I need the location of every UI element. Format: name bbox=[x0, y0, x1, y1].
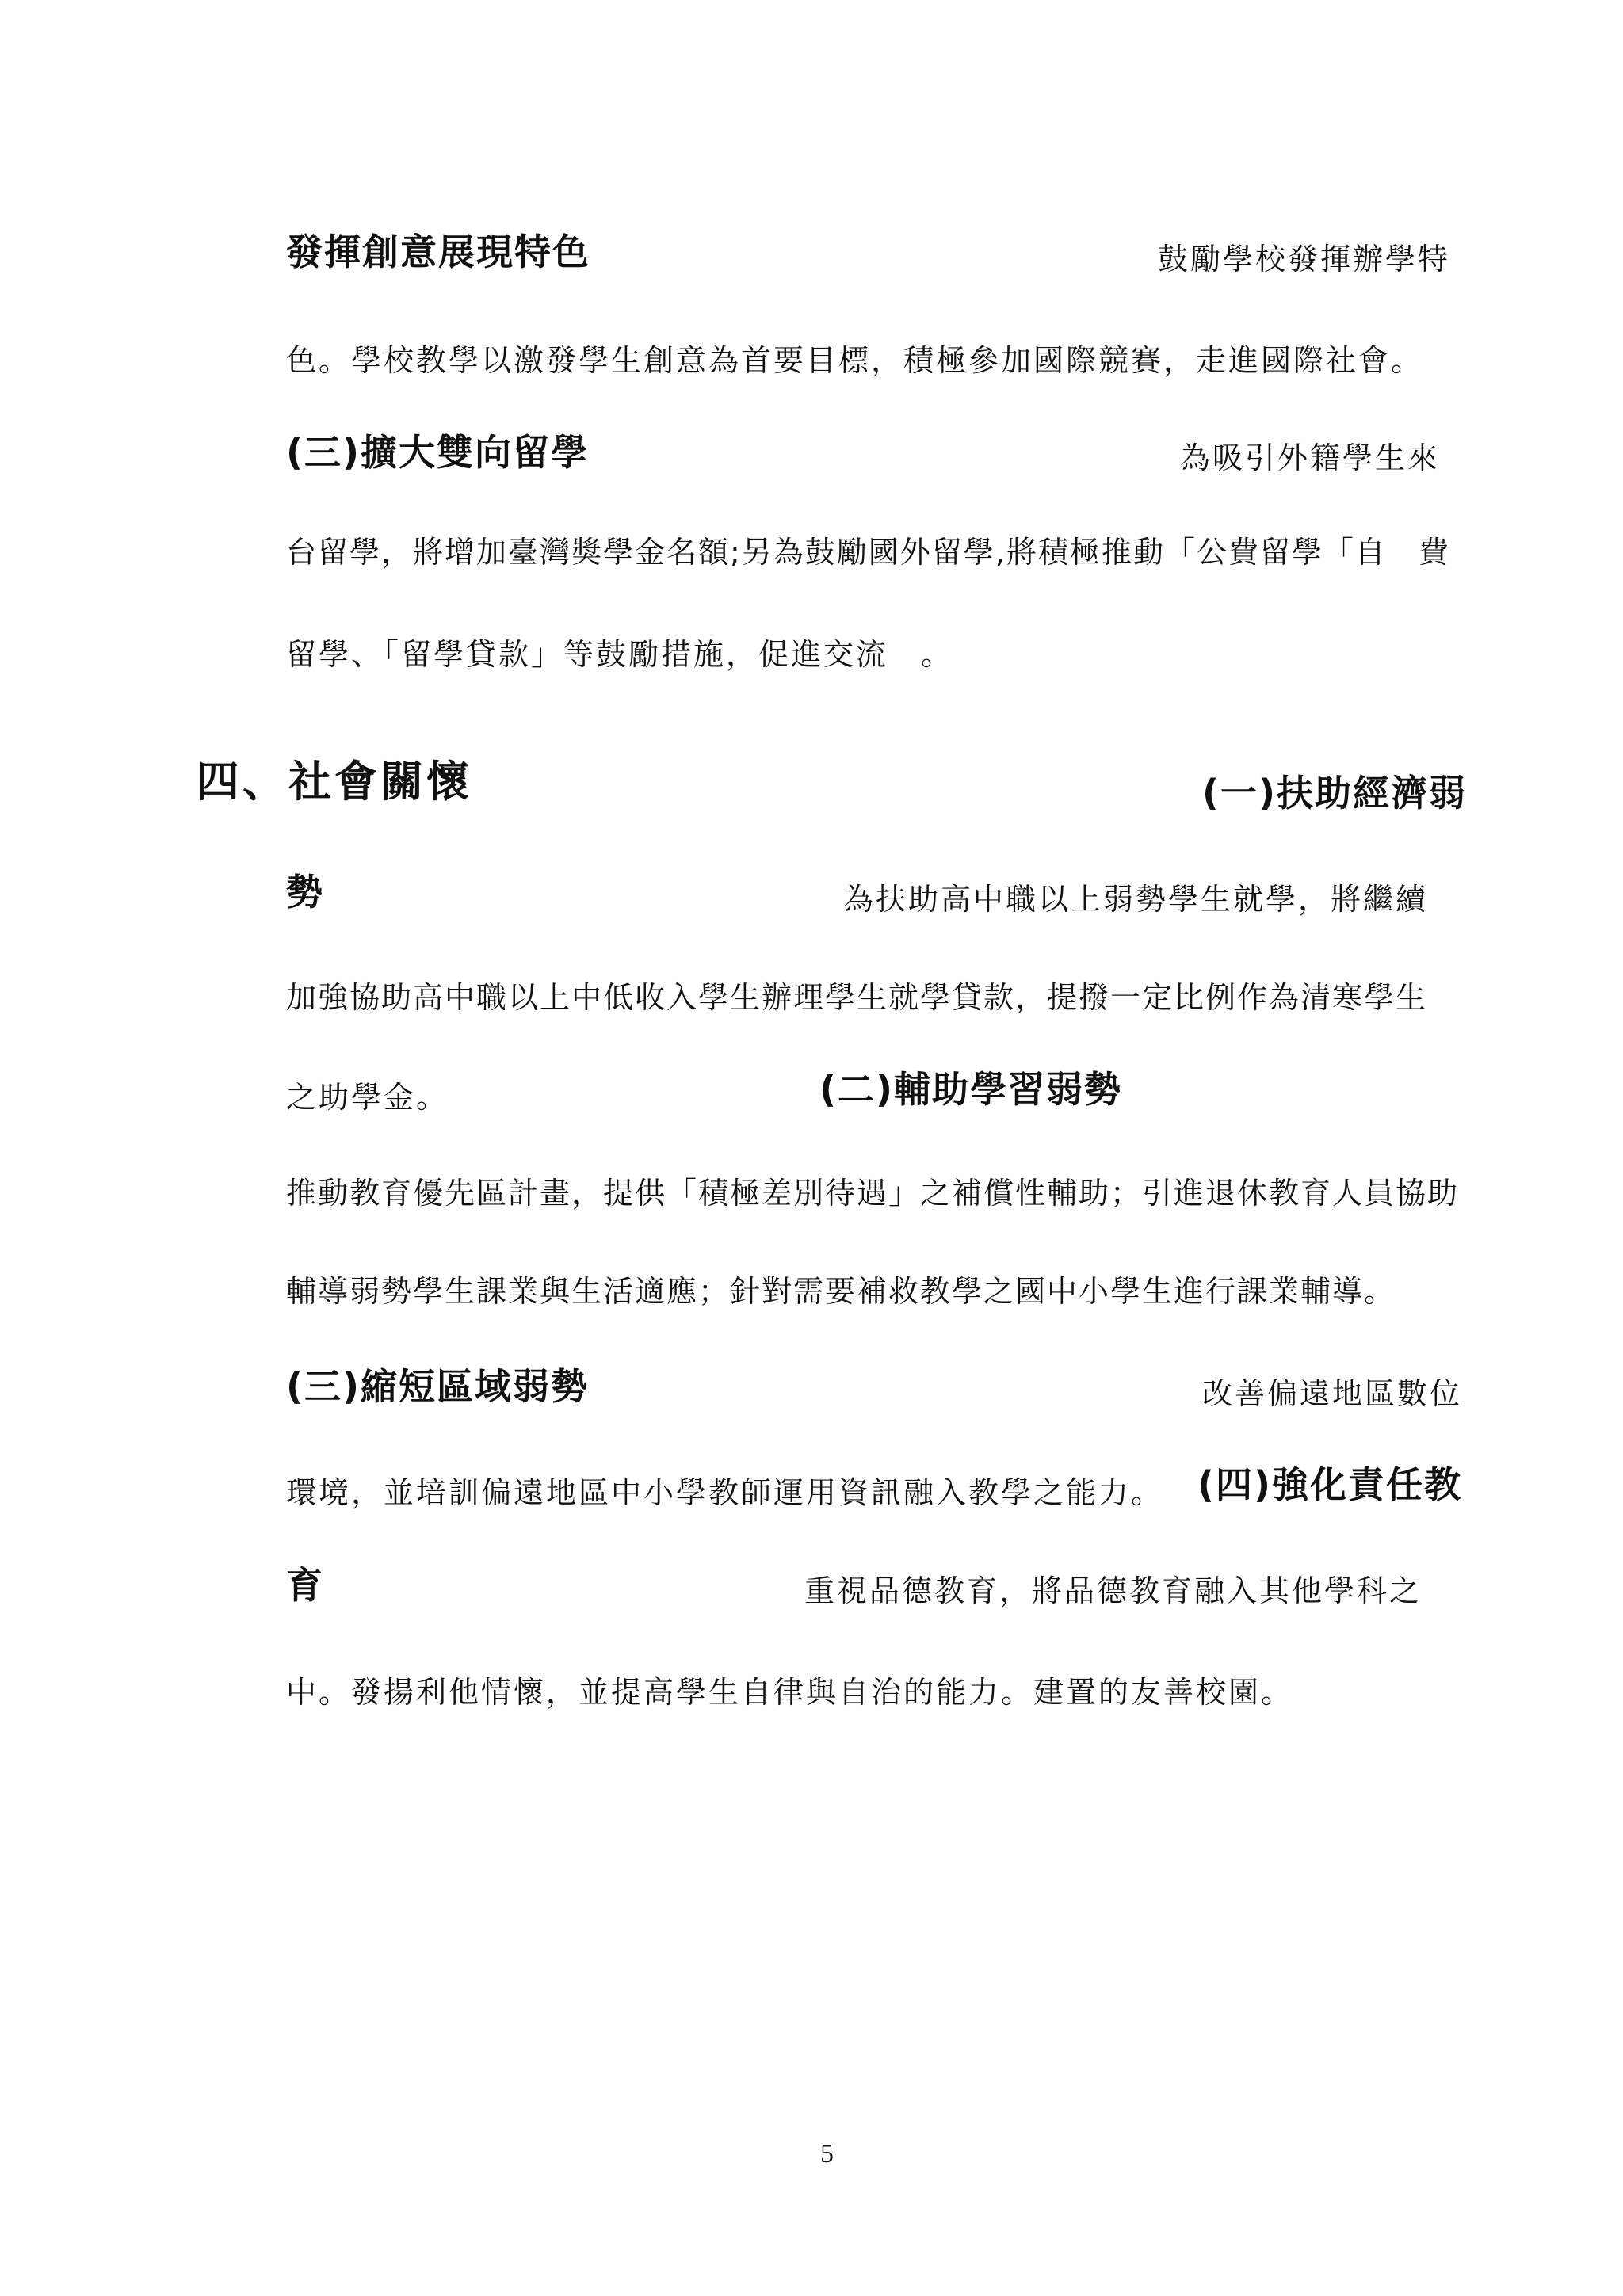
page-number: 5 bbox=[820, 2139, 834, 2168]
regional-body-start: 改善偏遠地區數位 bbox=[1202, 1376, 1463, 1411]
learning-body-line: 輔導弱勢學生課業與生活適應；針對需要補救教學之國中小學生進行課業輔導。 bbox=[286, 1274, 1396, 1309]
economic-body-start: 為扶助高中職以上弱勢學生就學，將繼續 bbox=[843, 882, 1429, 917]
heading-economic-part1: (一)扶助經濟弱 bbox=[1202, 772, 1468, 814]
regional-body-line: 環境，並培訓偏遠地區中小學教師運用資訊融入教學之能力。 bbox=[286, 1475, 1164, 1510]
heading-study-abroad: (三)擴大雙向留學 bbox=[286, 431, 590, 474]
economic-body-line: 加強協助高中職以上中低收入學生辦理學生就學貸款，提撥一定比例作為清寒學生 bbox=[286, 980, 1428, 1015]
study-abroad-body-start: 為吸引外籍學生來 bbox=[1180, 441, 1441, 475]
heading-creativity: 發揮創意展現特色 bbox=[286, 231, 590, 273]
heading-regional: (三)縮短區域弱勢 bbox=[286, 1365, 590, 1408]
learning-body-line: 推動教育優先區計畫，提供「積極差別待遇」之補償性輔助；引進退休教育人員協助 bbox=[286, 1176, 1460, 1211]
section-title-social-care: 四、社會關懷 bbox=[197, 757, 472, 807]
responsibility-body-line: 中。發揚利他情懷，並提高學生自律與自治的能力。建置的友善校園。 bbox=[286, 1675, 1294, 1710]
creativity-body-line: 色。學校教學以激發學生創意為首要目標，積極參加國際競賽，走進國際社會。 bbox=[286, 343, 1424, 378]
economic-body-line: 之助學金。 bbox=[286, 1080, 449, 1115]
creativity-body-start: 鼓勵學校發揮辦學特 bbox=[1158, 242, 1451, 277]
responsibility-body-start: 重視品德教育，將品德教育融入其他學科之 bbox=[804, 1573, 1423, 1608]
heading-economic-part2: 勢 bbox=[286, 871, 324, 913]
heading-responsibility-part1: (四)強化責任教 bbox=[1197, 1463, 1463, 1506]
heading-learning: (二)輔助學習弱勢 bbox=[819, 1068, 1123, 1111]
study-abroad-body-line: 台留學，將增加臺灣獎學金名額;另為鼓勵國外留學,將積極推動「公費留學「自 費 bbox=[286, 535, 1450, 570]
heading-responsibility-part2: 育 bbox=[286, 1564, 324, 1607]
study-abroad-body-line: 留學、「留學貸款」等鼓勵措施，促進交流 。 bbox=[286, 637, 954, 672]
